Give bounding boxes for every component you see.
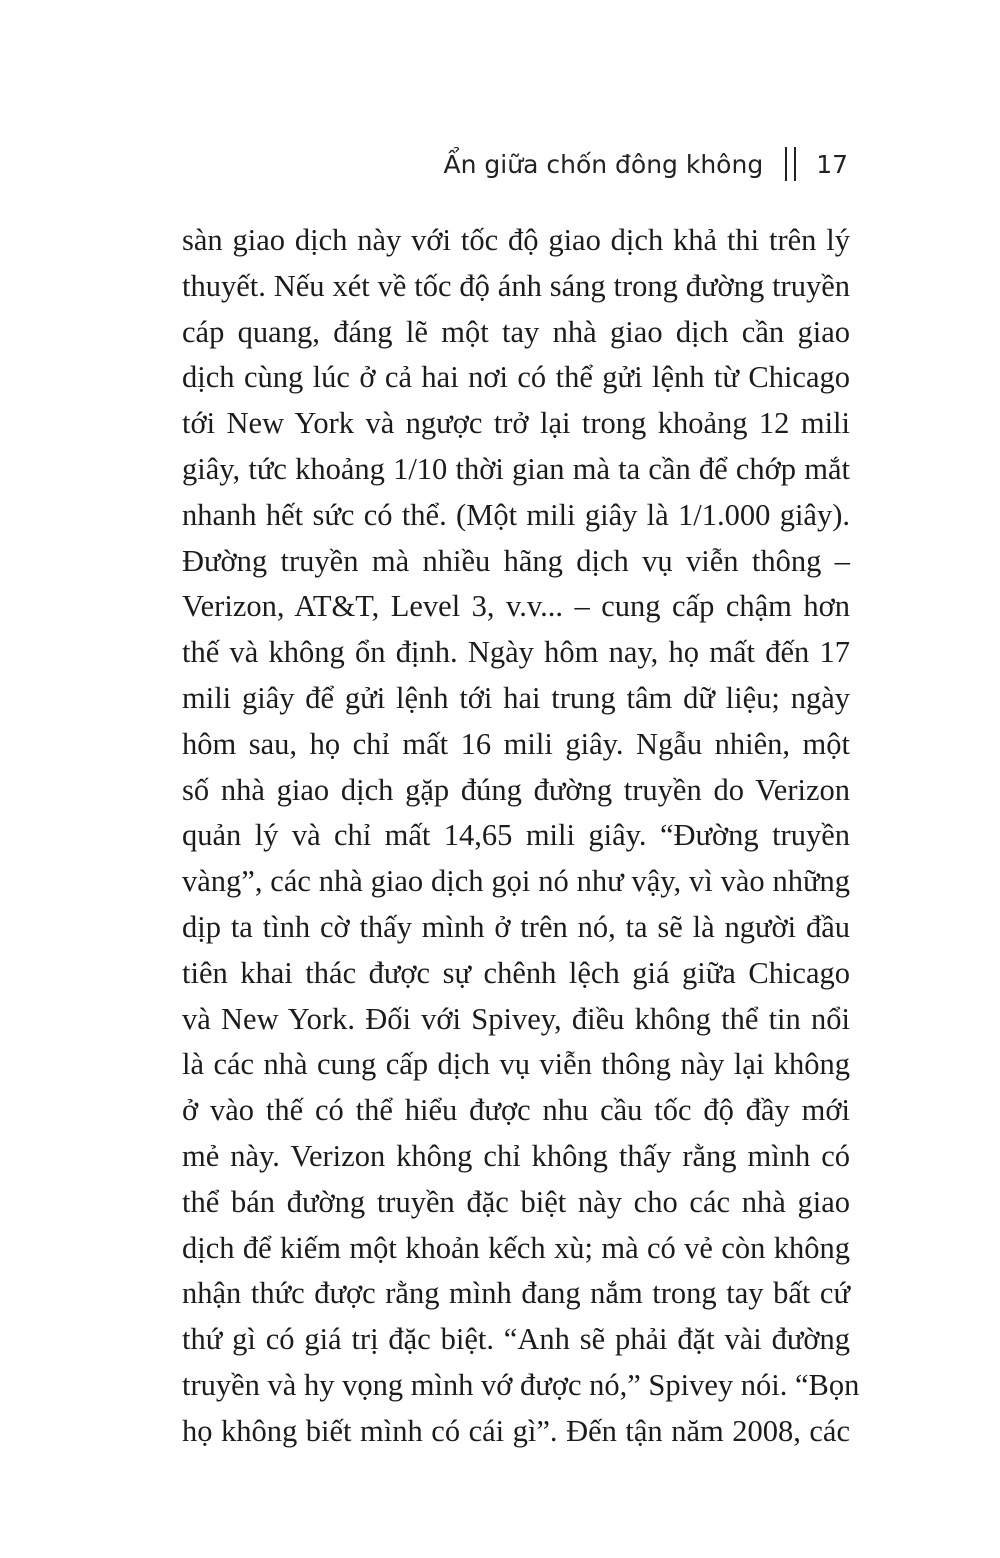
- text-line: truyền và hy vọng mình vớ được nó,” Spivey nói. “Bọn: [182, 1367, 860, 1402]
- text-line: tới New York và ngược trở lại trong khoảng 12 mili: [182, 406, 850, 441]
- text-line: và New York. Đối với Spivey, điều không thể tin nổi: [182, 1001, 850, 1036]
- text-line: họ không biết mình có cái gì”. Đến tận năm 2008, các: [182, 1413, 850, 1448]
- text-line: ở vào thế có thể hiểu được nhu cầu tốc độ đầy mới: [182, 1093, 850, 1128]
- text-line: nhận thức được rằng mình đang nắm trong tay bất cứ: [182, 1276, 850, 1311]
- text-line: dịp ta tình cờ thấy mình ở trên nó, ta sẽ là người đầu: [182, 909, 850, 944]
- text-line: Verizon, AT&T, Level 3, v.v... – cung cấp chậm hơn: [182, 589, 850, 624]
- text-line: sàn giao dịch này với tốc độ giao dịch khả thi trên lý: [182, 223, 850, 257]
- text-line: cáp quang, đáng lẽ một tay nhà giao dịch cần giao: [182, 314, 850, 349]
- text-line: mẻ này. Verizon không chỉ không thấy rằng mình có: [182, 1138, 850, 1173]
- text-line: hôm sau, họ chỉ mất 16 mili giây. Ngẫu nhiên, một: [182, 726, 850, 761]
- text-line: vàng”, các nhà giao dịch gọi nó như vậy, vì vào những: [182, 864, 850, 899]
- text-line: Đường truyền mà nhiều hãng dịch vụ viễn thông –: [182, 543, 850, 578]
- text-line: là các nhà cung cấp dịch vụ viễn thông này lại không: [182, 1047, 850, 1082]
- body-text: [182, 218, 860, 1455]
- text-line: mili giây để gửi lệnh tới hai trung tâm dữ liệu; ngày: [182, 680, 850, 715]
- text-line: thế và không ổn định. Ngày hôm nay, họ mất đến 17: [182, 635, 850, 670]
- chapter-title: Ẩn giữa chốn đông không: [443, 149, 764, 179]
- text-line: số nhà giao dịch gặp đúng đường truyền do Verizon: [182, 772, 850, 807]
- text-line: dịch để kiếm một khoản kếch xù; mà có vẻ còn không: [182, 1230, 850, 1265]
- text-line: quản lý và chỉ mất 14,65 mili giây. “Đường truyền: [182, 818, 850, 853]
- text-line: thuyết. Nếu xét về tốc độ ánh sáng trong đường truyền: [182, 268, 850, 303]
- header-divider: [785, 147, 796, 181]
- text-line: thứ gì có giá trị đặc biệt. “Anh sẽ phải đặt vài đường: [182, 1322, 850, 1357]
- page-number: 17: [816, 149, 848, 179]
- running-header: [444, 142, 848, 186]
- text-line: tiên khai thác được sự chênh lệch giá giữa Chicago: [182, 955, 850, 990]
- text-line: dịch cùng lúc ở cả hai nơi có thể gửi lệnh từ Chicago: [182, 360, 850, 395]
- text-line: giây, tức khoảng 1/10 thời gian mà ta cần để chớp mắt: [182, 451, 850, 486]
- text-line: thể bán đường truyền đặc biệt này cho các nhà giao: [182, 1184, 850, 1219]
- text-line: nhanh hết sức có thể. (Một mili giây là 1/1.000 giây).: [182, 497, 850, 532]
